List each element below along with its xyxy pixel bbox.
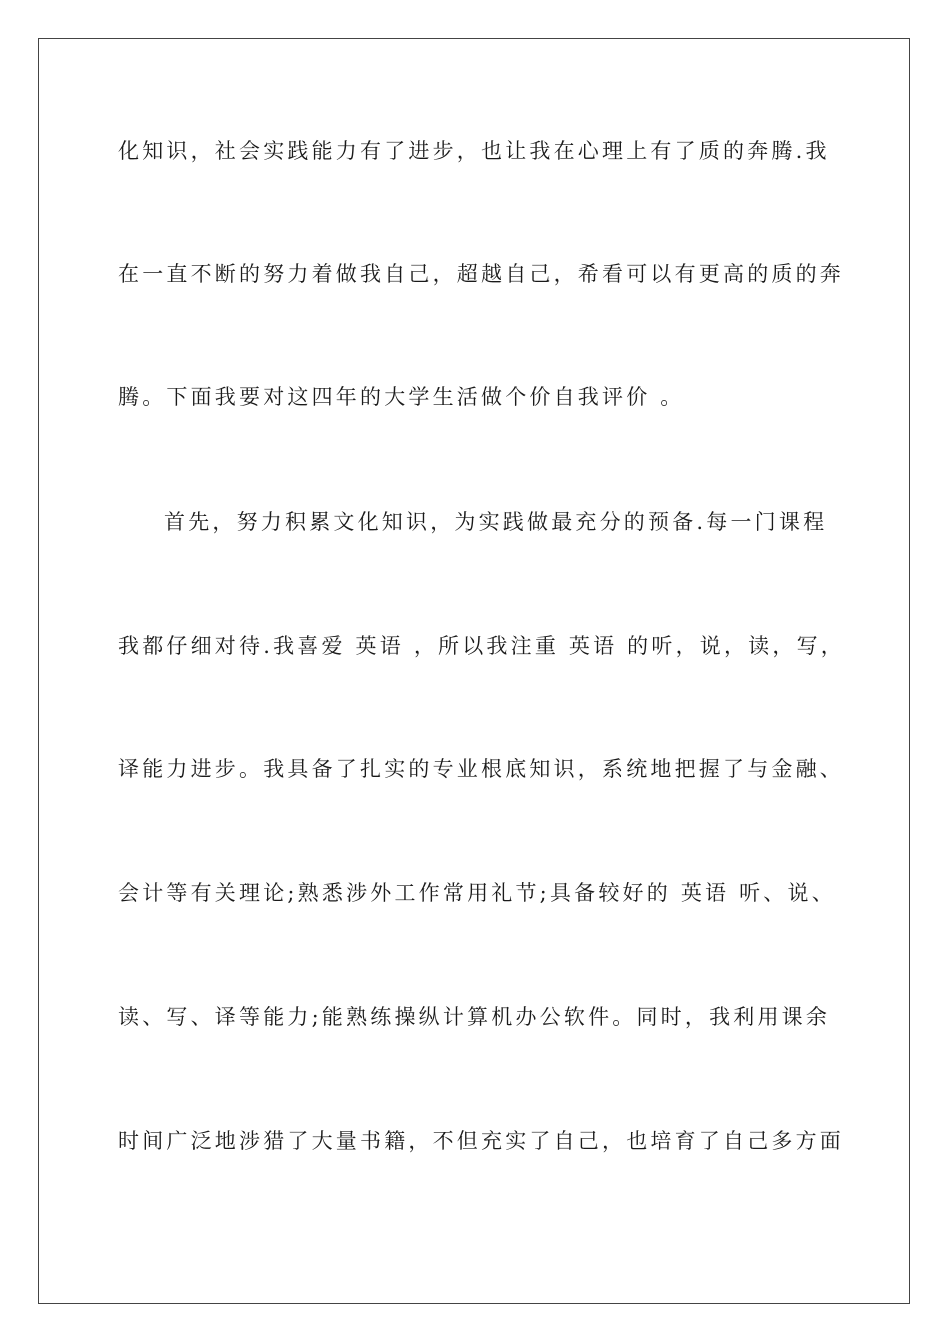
paragraph-line-1: 化知识，社会实践能力有了进步，也让我在心理上有了质的奔腾.我 xyxy=(118,139,830,163)
paragraph-line-2: 在一直不断的努力着做我自己，超越自己，希看可以有更高的质的奔 xyxy=(118,262,844,286)
paragraph-line-5: 我都仔细对待.我喜爱 英语 ，所以我注重 英语 的听，说，读，写， xyxy=(118,634,845,658)
page-frame xyxy=(38,38,910,1304)
paragraph-line-9: 时间广泛地涉猎了大量书籍，不但充实了自己，也培育了自己多方面 xyxy=(118,1129,844,1153)
paragraph-line-4: 首先，努力积累文化知识，为实践做最充分的预备.每一门课程 xyxy=(164,510,828,534)
paragraph-line-7: 会计等有关理论;熟悉涉外工作常用礼节;具备较好的 英语 听、说、 xyxy=(118,881,836,905)
paragraph-line-3: 腾。下面我要对这四年的大学生活做个价自我评价 。 xyxy=(118,385,685,409)
paragraph-line-6: 译能力进步。我具备了扎实的专业根底知识，系统地把握了与金融、 xyxy=(118,757,844,781)
paragraph-line-8: 读、写、译等能力;能熟练操纵计算机办公软件。同时，我利用课余 xyxy=(118,1005,831,1029)
